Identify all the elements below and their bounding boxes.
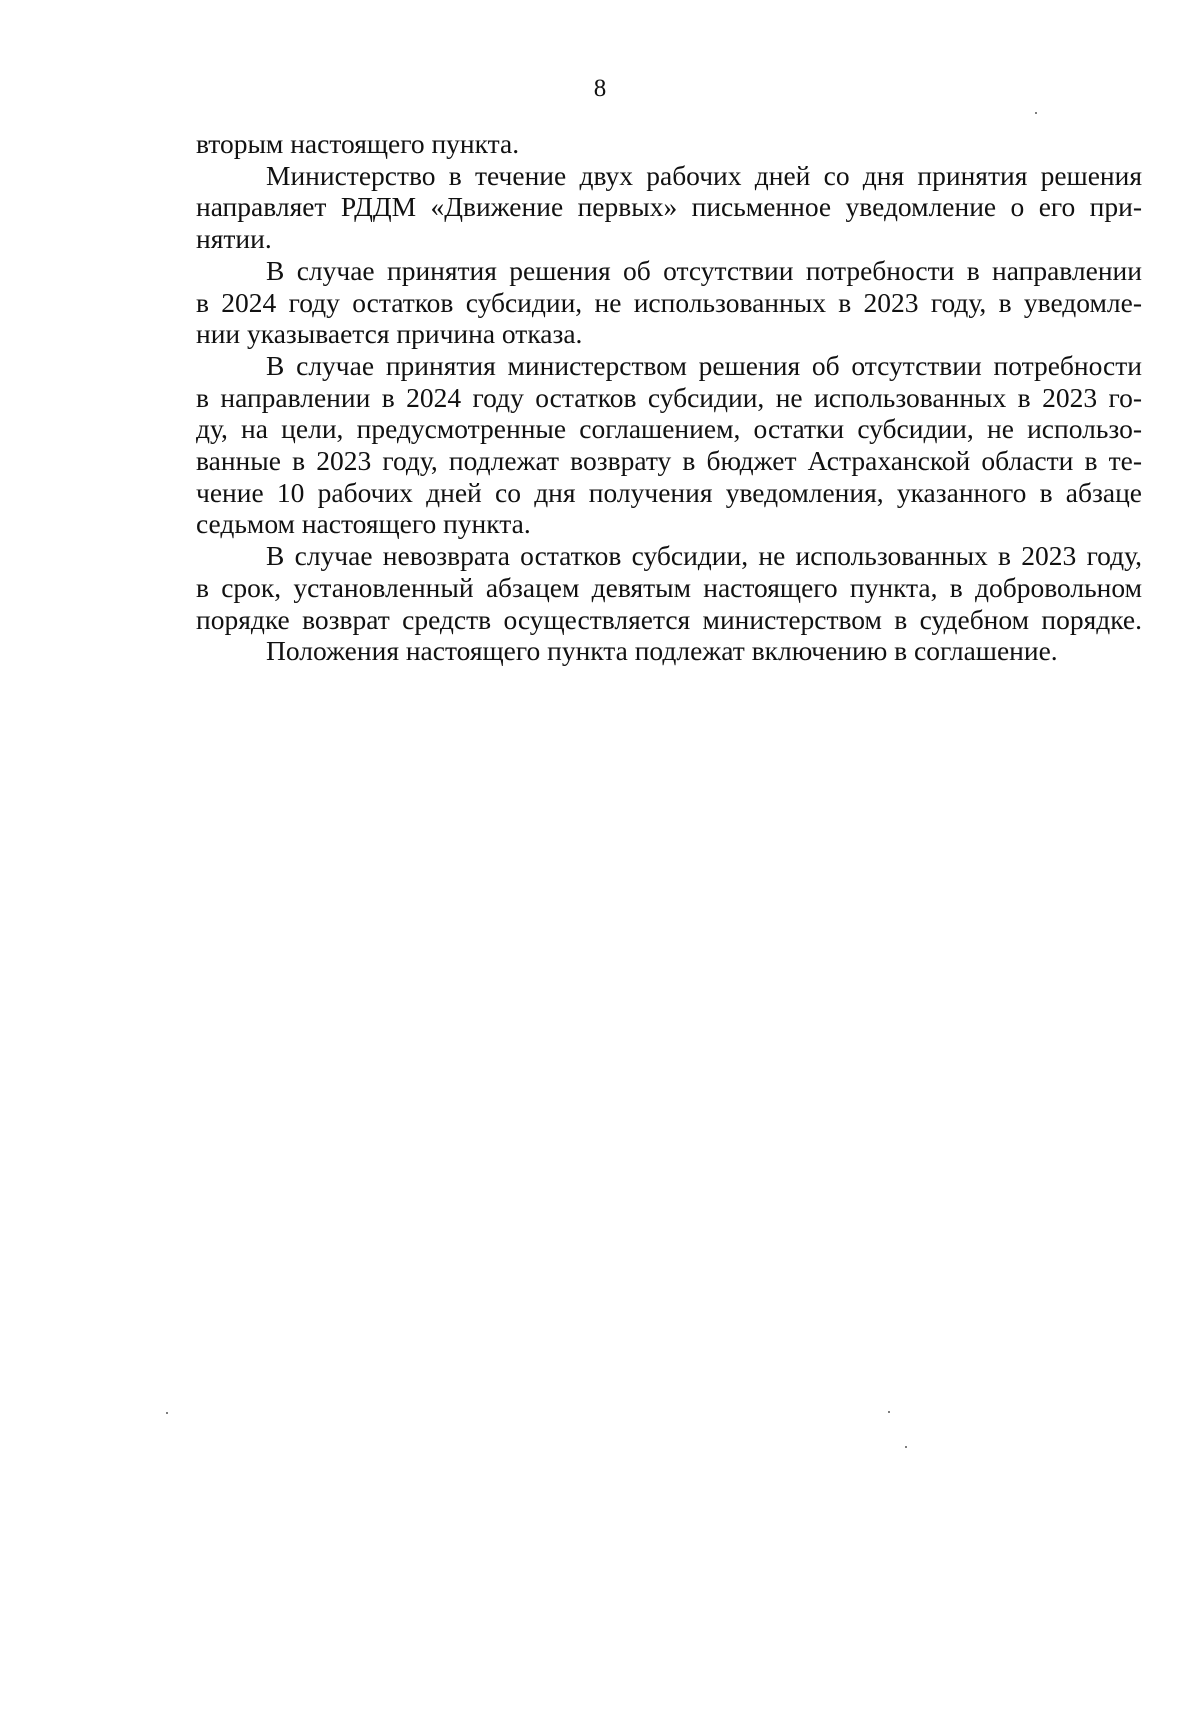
text-line: В случае принятия решения об отсутствии потребности в направлении	[266, 254, 1142, 286]
text-line: В случае принятия министерством решения об отсутствии потребности	[266, 349, 1142, 381]
text-line: порядке возврат средств осуществляется министерством в судебном порядке.	[196, 603, 1142, 635]
text-line: ванные в 2023 году, подлежат возврату в бюджет Астраханской области в те-	[196, 445, 1142, 477]
scan-speck	[905, 1446, 907, 1448]
text-line: нятии.	[196, 223, 272, 255]
page-number: 8	[593, 75, 607, 102]
document-body	[196, 128, 1142, 667]
text-line: вторым настоящего пункта.	[196, 128, 520, 159]
text-line: в направлении в 2024 году остатков субсидии, не использованных в 2023 го-	[196, 381, 1142, 413]
text-line: седьмом настоящего пункта.	[196, 508, 531, 540]
text-line: В случае невозврата остатков субсидии, не использованных в 2023 году,	[266, 540, 1142, 572]
scan-speck	[1035, 112, 1037, 114]
text-line: направляет РДДМ «Движение первых» письменное уведомление о его при-	[196, 191, 1142, 223]
text-line: ду, на цели, предусмотренные соглашением, остатки субсидии, не использо-	[196, 413, 1142, 445]
text-line: Министерство в течение двух рабочих дней со дня принятия решения	[266, 159, 1142, 191]
text-line: нии указывается причина отказа.	[196, 318, 583, 350]
text-line: чение 10 рабочих дней со дня получения уведомления, указанного в абзаце	[196, 476, 1142, 508]
text-line: в срок, установленный абзацем девятым настоящего пункта, в добровольном	[196, 571, 1142, 603]
text-line: в 2024 году остатков субсидии, не использованных в 2023 году, в уведомле-	[196, 286, 1142, 318]
scan-speck	[888, 1411, 890, 1413]
text-line: Положения настоящего пункта подлежат включению в соглашение.	[266, 635, 1058, 667]
scan-speck	[166, 1412, 168, 1414]
